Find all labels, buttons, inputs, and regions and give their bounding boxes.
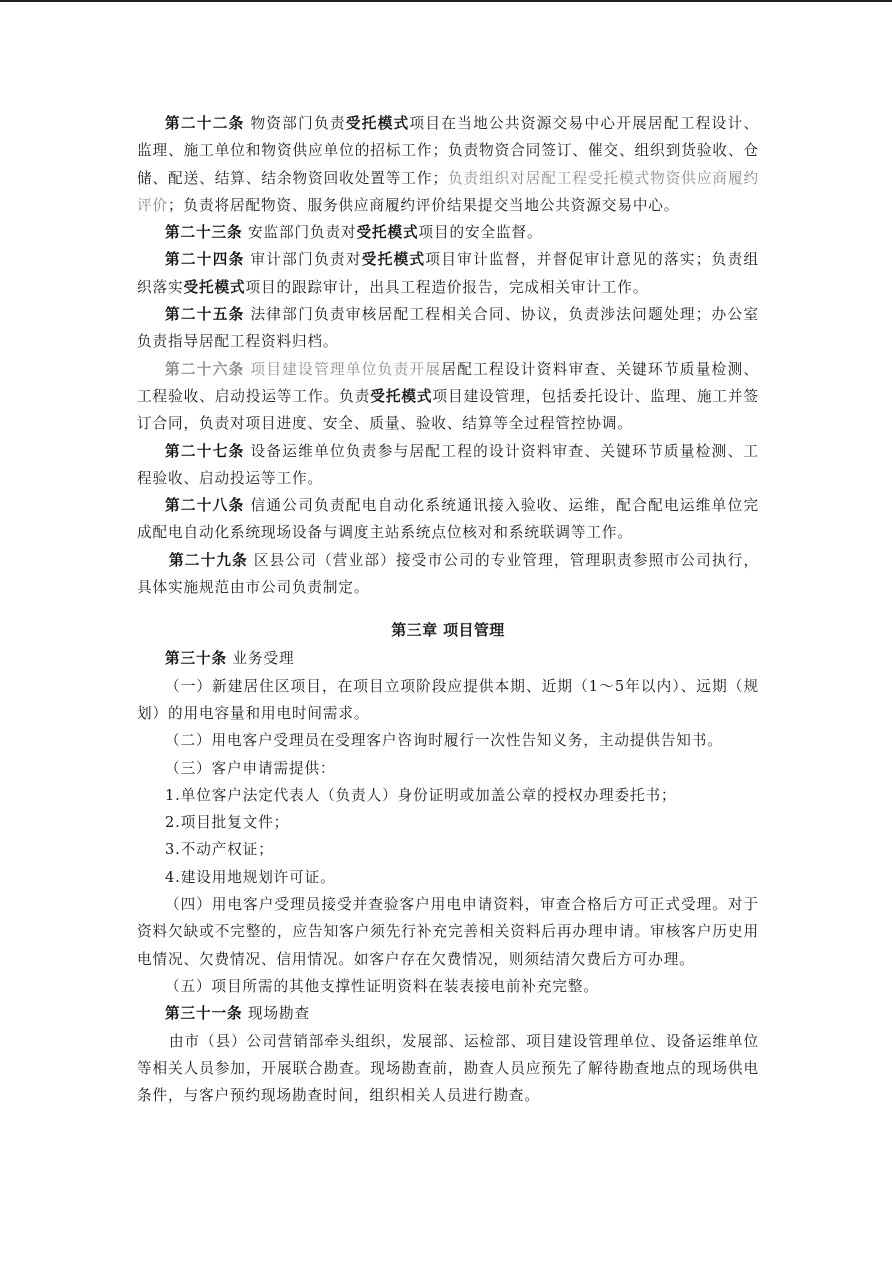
list-item: 4.建设用地规划许可证。 [165, 868, 336, 886]
article-text: 区县公司（营业部）接受市公司的专业管理，管理职责参照市公司执行，具体实施规范由市公司负责制定。 [137, 551, 759, 597]
article-30-heading [137, 645, 759, 672]
article-text: 物资部门负责 [250, 115, 346, 132]
keyword-entrusted-mode: 受托模式 [361, 251, 426, 269]
article-number: 第二十七条 [165, 442, 245, 460]
article-22 [137, 110, 759, 219]
keyword-entrusted-mode: 受托模式 [183, 278, 246, 296]
article-number: 第二十四条 [165, 251, 245, 269]
article-23 [137, 219, 759, 246]
list-item: （五）项目所需的其他支撑性证明资料在装表接电前补充完整。 [165, 977, 599, 995]
article-31-body: 由市（县）公司营销部牵头组织，发展部、运检部、项目建设管理单位、设备运维单位等相关人员参加，开展联合勘查。现场勘查前，勘查人员应预先了解待勘查地点的现场供电条件，与客户预约现场勘查时间，组织相关人员进行勘查。 [137, 1032, 759, 1105]
document-page [137, 110, 759, 1109]
article-number: 第二十五条 [165, 306, 245, 324]
article-text-gray: 负责组织对居配工程受托模式物资供应商履约评价 [137, 169, 759, 214]
article-text: 设备运维单位负责参与居配工程的设计资料审查、关键环节质量检测、工程验收、启动投运等工作。 [137, 442, 759, 487]
article-text: 项目的安全监督。 [418, 224, 543, 242]
article-text: 项目的跟踪审计，出具工程造价报告，完成相关审计工作。 [245, 278, 649, 296]
chapter-heading: 第三章 项目管理 [391, 621, 505, 640]
list-item: 3.不动产权证； [165, 841, 274, 859]
keyword-entrusted-mode: 受托模式 [345, 115, 410, 132]
article-text: 项目审计监督，并督促审计意见的落实；负责组织落实 [137, 251, 759, 296]
keyword-entrusted-mode: 受托模式 [370, 387, 433, 405]
article-title: 现场勘查 [248, 1005, 311, 1023]
list-item: （一）新建居住区项目，在项目立项阶段应提供本期、近期（1～5年以内）、远期（规划）的用电容量和用电时间需求。 [137, 677, 759, 722]
list-item: （二）用电客户受理员在受理客户咨询时履行一次性告知义务，主动提供告知书。 [165, 732, 723, 750]
list-item: 1.单位客户法定代表人（负责人）身份证明或加盖公章的授权办理委托书； [165, 786, 677, 804]
article-number: 第二十三条 [165, 224, 243, 242]
article-text: 法律部门负责审核居配工程相关合同、协议，负责涉法问题处理；办公室负责指导居配工程资料归档。 [137, 306, 759, 351]
article-number: 第三十一条 [165, 1005, 243, 1023]
article-25 [137, 301, 759, 356]
article-29 [137, 547, 759, 602]
article-text: 居配工程设计资料审查、关键环节质量检测、工程验收、启动投运等工作。负责 [137, 360, 759, 405]
list-item: （三）客户申请需提供： [165, 759, 336, 777]
page-top-border [0, 0, 892, 2]
article-26 [137, 356, 759, 438]
article-number: 第二十六条 [165, 360, 245, 378]
article-title: 业务受理 [232, 650, 295, 668]
article-31-heading [137, 1000, 759, 1027]
article-text: 项目建设管理，包括委托设计、监理、施工并签订合同，负责对项目进度、安全、质量、验收、结算等全过程管控协调。 [137, 387, 759, 433]
list-item: （四）用电客户受理员接受并查验客户用电申请资料，审查合格后方可正式受理。对于资料欠缺或不完整的，应告知客户须先行补充完善相关资料后再办理申请。审核客户历史用电情况、欠费情况、信用情况。如客户存在欠费情况，则须结清欠费后方可办理。 [137, 896, 759, 968]
article-28 [137, 492, 759, 547]
article-text: 审计部门负责对 [250, 251, 362, 269]
article-text: 信通公司负责配电自动化系统通讯接入验收、运维，配合配电运维单位完成配电自动化系统现场设备与调度主站系统点位核对和系统联调等工作。 [137, 497, 759, 542]
article-24 [137, 246, 759, 301]
article-text-gray: 项目建设管理单位负责开展 [250, 360, 442, 378]
article-number: 第二十八条 [165, 497, 245, 515]
article-number: 第二十九条 [169, 551, 248, 569]
article-27 [137, 438, 759, 493]
keyword-entrusted-mode: 受托模式 [356, 224, 419, 242]
article-number: 第三十条 [165, 650, 227, 668]
article-text: 项目在当地公共资源交易中心开展居配工程设计、监理、施工单位和物资供应单位的招标工作；负责物资合同签订、催交、组织到货验收、仓储、配送、结算、结余物资回收处置等工作； [137, 115, 759, 187]
list-item: 2.项目批复文件； [165, 814, 290, 832]
article-number: 第二十二条 [165, 115, 245, 132]
article-text: ；负责将居配物资、服务供应商履约评价结果提交当地公共资源交易中心。 [168, 196, 680, 214]
article-text: 安监部门负责对 [248, 224, 357, 242]
